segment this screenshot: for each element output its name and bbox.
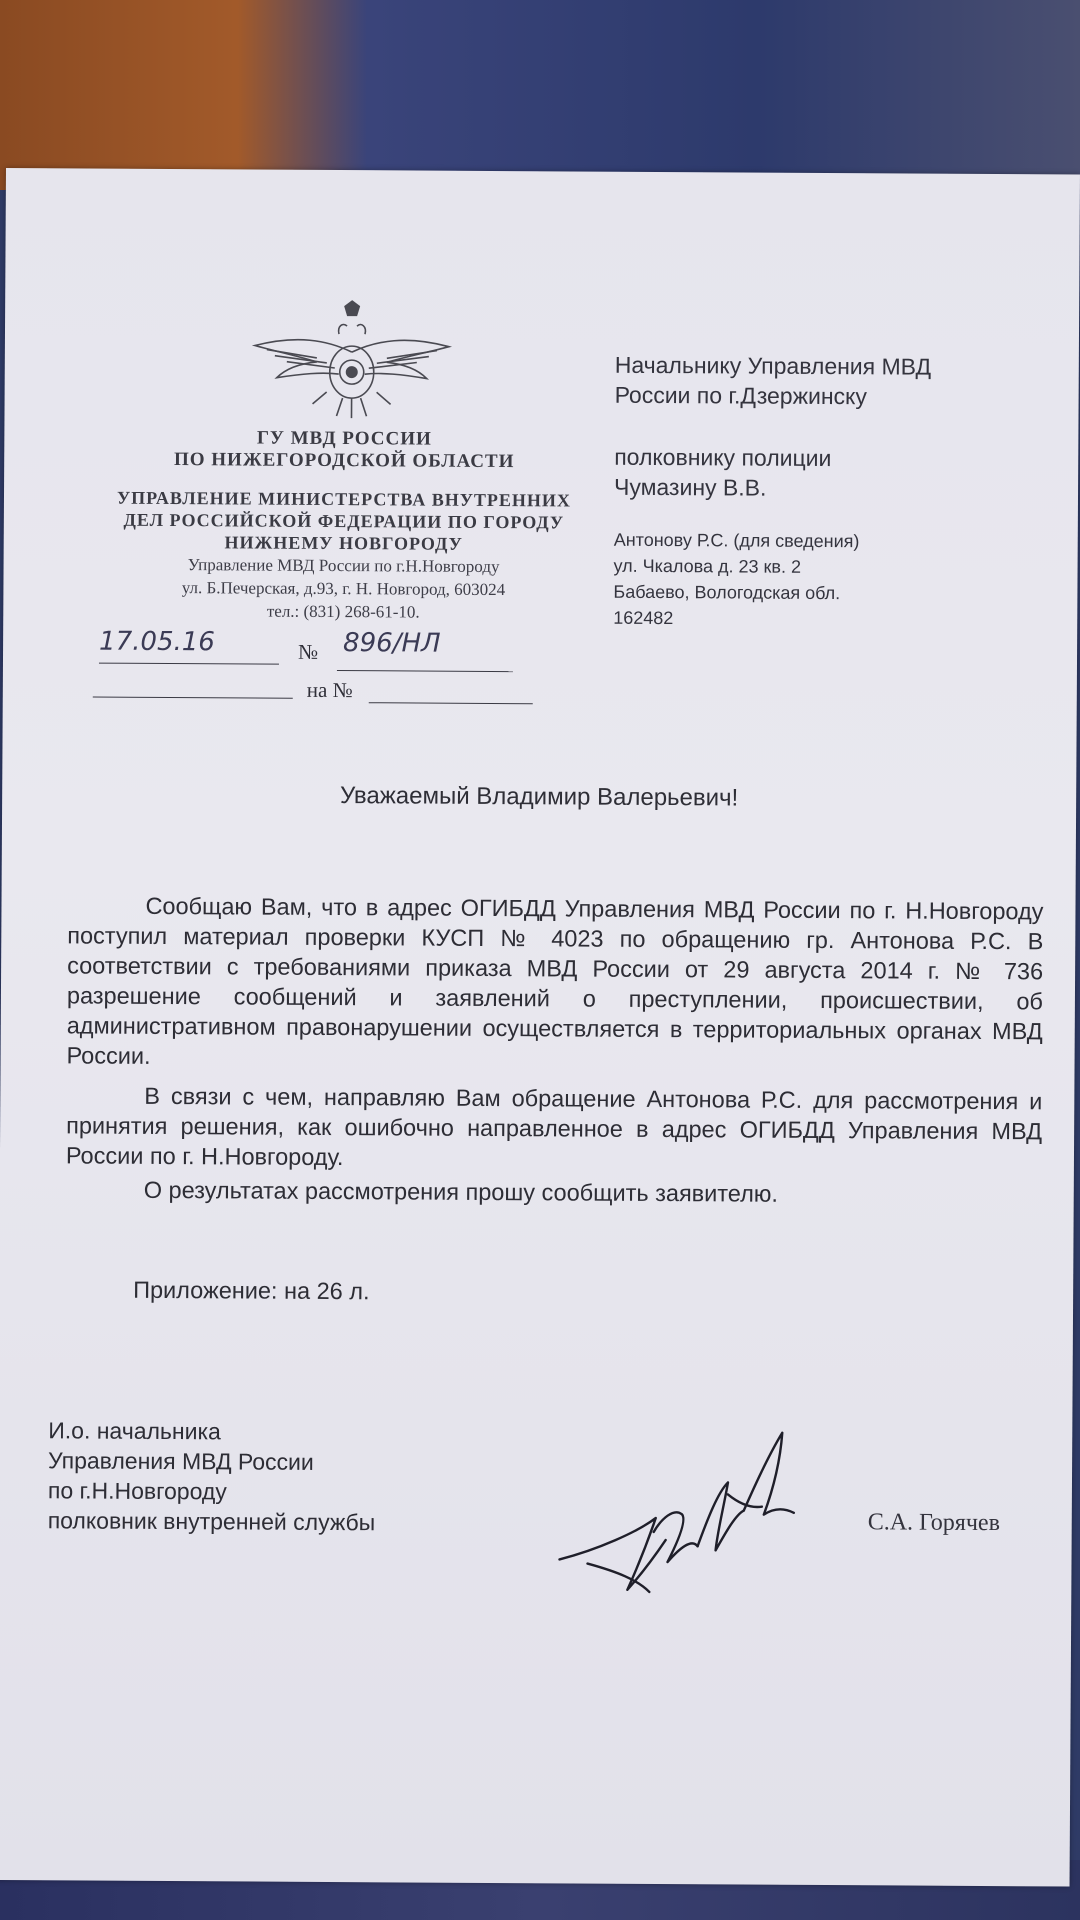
number-label: № [297, 639, 319, 664]
handwritten-signature [557, 1421, 818, 1603]
org-name-line2: ПО НИЖЕГОРОДСКОЙ ОБЛАСТИ [173, 449, 515, 473]
attachment-note: Приложение: на 26 л. [133, 1276, 370, 1305]
body-paragraph-2-text: В связи с чем, направляю Вам обращение Антонова Р.С. для рассмотрения и принятия решения, как ошибочно направленное в адрес ОГИБДД Управления МВД России по г. Н.Новгороду. [65, 1082, 1043, 1171]
dept-address: ул. Б.Печерская, д.93, г. Н. Новгород, 603024 [181, 578, 506, 600]
body-paragraph-3-text: О результатах рассмотрения прошу сообщить заявителю. [143, 1176, 779, 1207]
dept-short-name: Управление МВД России по г.Н.Новгороду [187, 555, 500, 577]
copy-to-line3: Бабаево, Вологодская обл. [613, 581, 841, 604]
background-top [0, 0, 1080, 190]
signature-line3: по г.Н.Новгороду [47, 1477, 227, 1505]
signature-line2: Управления МВД России [48, 1447, 314, 1475]
greeting: Уважаемый Владимир Валерьевич! [339, 782, 739, 812]
copy-to-line1: Антонову Р.С. (для сведения) [613, 529, 860, 552]
copy-to-line4: 162482 [613, 607, 674, 629]
copy-to-line2: ул. Чкалова д. 23 кв. 2 [613, 555, 802, 577]
signer-name: С.А. Горячев [867, 1509, 1001, 1537]
reply-number-label: на № [306, 677, 353, 703]
recipient-line4: Чумазину В.В. [613, 473, 767, 501]
recipient-line2: России по г.Дзержинску [614, 381, 867, 410]
body-paragraph-1 [66, 890, 1043, 1076]
dept-name-line3: НИЖНЕМУ НОВГОРОДУ [224, 532, 463, 554]
body-paragraph-3 [66, 1174, 1042, 1210]
number-underline [337, 670, 513, 672]
signature-block [48, 1415, 376, 1537]
dept-name-line1: УПРАВЛЕНИЕ МИНИСТЕРСТВА ВНУТРЕННИХ [116, 487, 572, 511]
dept-phone: тел.: (831) 268-61-10. [266, 601, 420, 622]
org-name-line1: ГУ МВД РОССИИ [256, 427, 432, 450]
registration-number: 896/НЛ [343, 628, 441, 659]
reply-number-underline [369, 702, 533, 704]
copy-to-block [613, 527, 859, 632]
dept-name-line2: ДЕЛ РОССИЙСКОЙ ФЕДЕРАЦИИ ПО ГОРОДУ [123, 509, 565, 533]
letter-sheet [0, 168, 1080, 1887]
body-paragraph-2 [66, 1080, 1043, 1176]
recipient-block [615, 350, 932, 412]
signature-line1: И.о. начальника [48, 1417, 221, 1445]
date-underline [99, 663, 279, 665]
eagle-emblem-icon [246, 299, 457, 420]
body-paragraph-1-text: Сообщаю Вам, что в адрес ОГИБДД Управления МВД России по г. Н.Новгороду поступил материал проверки КУСП № 4023 по обращению гр. Антонова Р.С. В соответствии с требованиями приказа МВД России от 29 августа 2014 г. № 736 разрешение сообщений и заявлений о преступлении, происшествии, об административном правонарушении осуществляется в территориальных органах МВД России. [66, 892, 1044, 1069]
reply-date-underline [93, 697, 293, 699]
registration-date: 17.05.16 [99, 626, 215, 658]
recipient-line3: полковнику полиции [614, 443, 832, 472]
recipient-rank-block [614, 442, 832, 503]
recipient-line1: Начальнику Управления МВД [614, 351, 932, 380]
signature-line4: полковник внутренней службы [47, 1507, 376, 1536]
